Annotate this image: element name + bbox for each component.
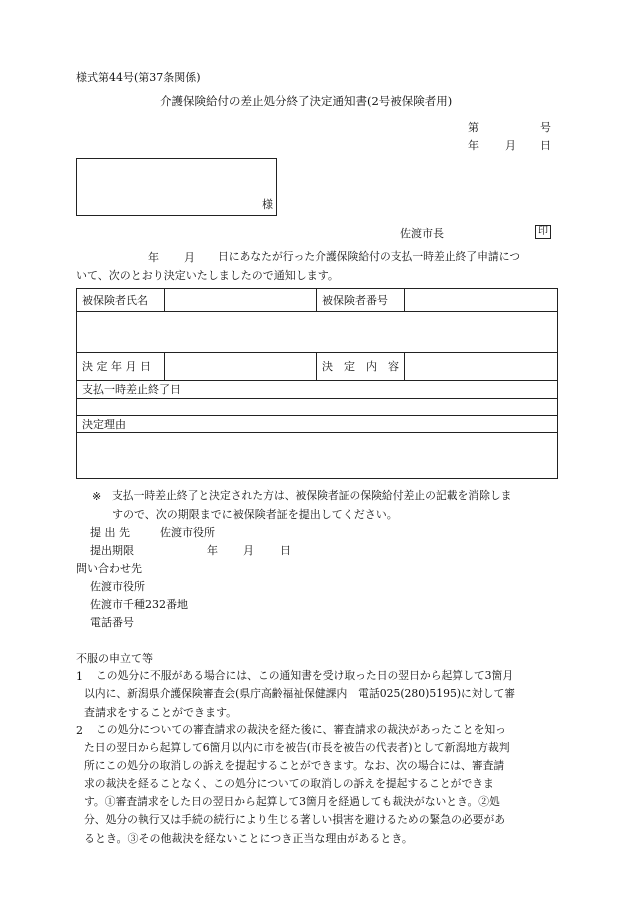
deadline-month: 月	[243, 544, 254, 557]
appeal-item2-line6: 分、処分の執行又は手続の続行により生じる著しい損害を避けるための緊急の必要があ	[84, 813, 506, 826]
appeal-title: 不服の申立て等	[76, 652, 153, 665]
reason-label: 決定理由	[77, 416, 558, 433]
intro-line1: 日にあなたが行った介護保険給付の支払一時差止終了申請につ	[218, 250, 521, 263]
insured-number-label: 被保険者番号	[317, 289, 405, 312]
intro-month: 月	[184, 251, 195, 264]
intro-line2: いて、次のとおり決定いたしましたので通知します。	[76, 269, 339, 282]
insured-name-label: 被保険者氏名	[77, 289, 165, 312]
suspension-end-field[interactable]	[77, 399, 558, 416]
decision-date-field[interactable]	[165, 353, 317, 381]
insured-number-field[interactable]	[405, 289, 558, 312]
addressee-sama: 様	[262, 198, 273, 211]
form-number: 様式第44号(第37条関係)	[76, 71, 201, 84]
date-year: 年	[468, 139, 479, 152]
appeal-item1-number: 1	[76, 670, 83, 683]
appeal-item2-line3: 所にこの処分の取消しの訴えを提起することができます。なお、次の場合には、審査請	[84, 759, 505, 772]
appeal-item1-line2: 以内に、新潟県介護保険審査会(県庁高齢福祉保健課内 電話025(280)5195)に対して審	[84, 687, 516, 700]
appeal-item2-line5: す。①審査請求をした日の翌日から起算して3箇月を経過しても裁決がないとき。②処	[84, 795, 500, 808]
reason-field[interactable]	[77, 433, 558, 479]
appeal-item1-line1: この処分に不服がある場合には、この通知書を受け取った日の翌日から起算して3箇月	[96, 669, 514, 682]
appeal-item2-line4: 求の裁決を経ることなく、この処分についての取消しの訴えを提起することができま	[84, 777, 494, 790]
intro-year: 年	[148, 251, 159, 264]
note-mark: ※	[92, 490, 102, 503]
decision-date-label: 決 定 年 月 日	[77, 353, 165, 381]
insured-detail-field[interactable]	[77, 312, 558, 353]
appeal-item2-number: 2	[76, 724, 83, 737]
note-line2: すので、次の期限までに被保険者証を提出してください。	[112, 508, 398, 521]
appeal-item1-line3: 査請求をすることができます。	[84, 706, 238, 719]
doc-number-dai: 第	[468, 121, 479, 134]
appeal-item2-line7: るとき。③その他裁決を経ないことにつき正当な理由があるとき。	[84, 832, 413, 845]
seal-mark: 印	[535, 225, 551, 239]
submission-dest-label: 提 出 先	[90, 526, 130, 539]
date-month: 月	[505, 139, 516, 152]
issuer-name: 佐渡市長	[400, 227, 444, 240]
note-line1: 支払一時差止終了と決定された方は、被保険者証の保険給付差止の記載を消除しま	[112, 489, 512, 502]
doc-number-gou: 号	[540, 121, 551, 134]
decision-content-label: 決 定 内 容	[317, 353, 405, 381]
decision-content-field[interactable]	[405, 353, 558, 381]
addressee-box[interactable]	[76, 158, 277, 216]
submission-dest-value: 佐渡市役所	[160, 526, 215, 539]
date-day: 日	[540, 139, 551, 152]
submission-deadline-label: 提出期限	[90, 544, 134, 557]
document-title: 介護保険給付の差止処分終了決定通知書(2号被保険者用)	[160, 94, 453, 108]
deadline-day: 日	[280, 544, 291, 557]
deadline-year: 年	[207, 544, 218, 557]
inquiry-office: 佐渡市役所	[90, 580, 145, 593]
suspension-end-label: 支払一時差止終了日	[77, 381, 558, 399]
insured-name-field[interactable]	[165, 289, 317, 312]
inquiry-title: 問い合わせ先	[76, 562, 142, 575]
inquiry-phone-label: 電話番号	[90, 616, 134, 629]
inquiry-address: 佐渡市千種232番地	[90, 598, 188, 611]
appeal-item2-line2: た日の翌日から起算して6箇月以内に市を被告(市長を被告の代表者)として新潟地方裁判	[84, 741, 510, 754]
decision-table	[76, 288, 558, 479]
appeal-item2-line1: この処分についての審査請求の裁決を経た後に、審査請求の裁決があったことを知っ	[96, 723, 506, 736]
